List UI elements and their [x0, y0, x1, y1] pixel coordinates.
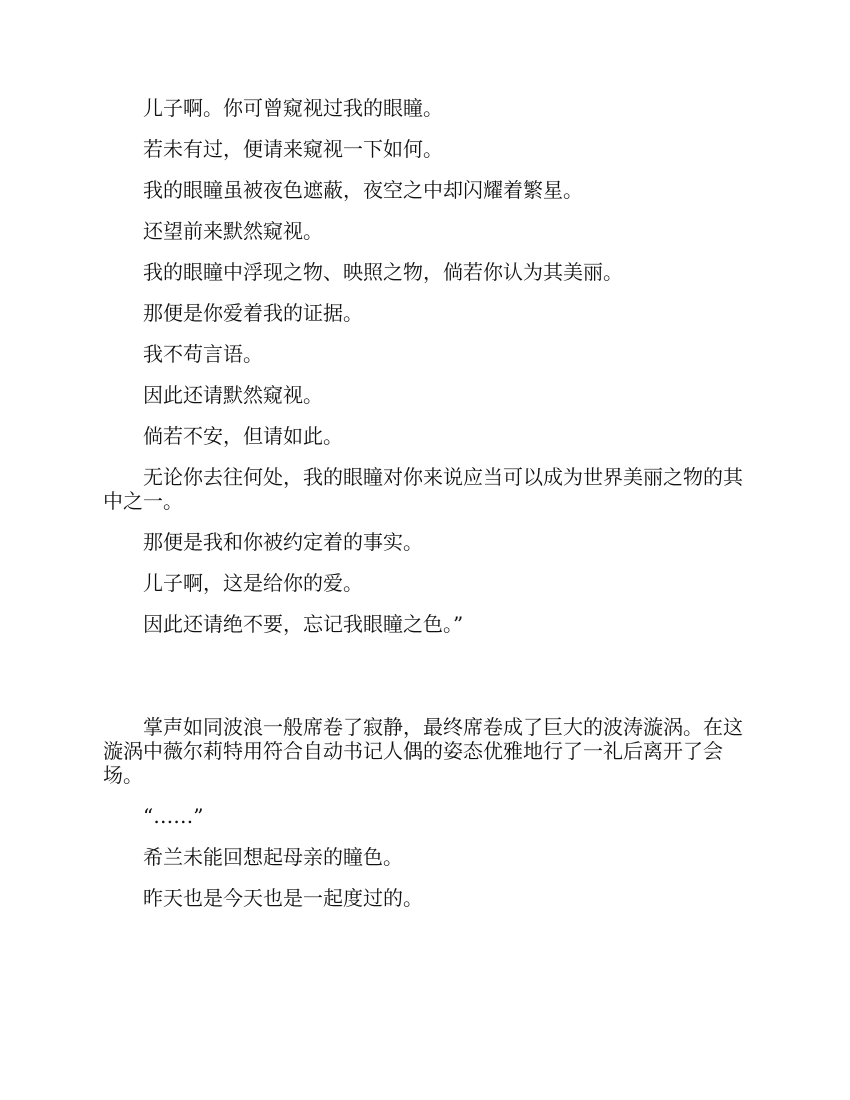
paragraph: 倘若不安，但请如此。 — [143, 424, 343, 448]
paragraph: 无论你去往何处，我的眼瞳对你来说应当可以成为世界美丽之物的其中之一。 — [103, 465, 743, 513]
paragraph: 若未有过，便请来窥视一下如何。 — [143, 137, 443, 161]
paragraph: 希兰未能回想起母亲的瞳色。 — [143, 845, 403, 869]
paragraph: 昨天也是今天也是一起度过的。 — [143, 886, 423, 910]
paragraph: 还望前来默然窥视。 — [143, 219, 323, 243]
paragraph: 那便是我和你被约定着的事实。 — [143, 530, 423, 554]
paragraph: 我不苟言语。 — [143, 342, 263, 366]
paragraph: 儿子啊。你可曾窥视过我的眼瞳。 — [143, 96, 443, 120]
document-page — [103, 96, 753, 927]
paragraph: 我的眼瞳虽被夜色遮蔽，夜空之中却闪耀着繁星。 — [143, 178, 583, 202]
paragraph: 儿子啊，这是给你的爱。 — [143, 571, 363, 595]
paragraph: 因此还请默然窥视。 — [143, 383, 323, 407]
section-gap — [103, 653, 753, 715]
paragraph: 我的眼瞳中浮现之物、映照之物，倘若你认为其美丽。 — [143, 260, 623, 284]
paragraph: “……” — [143, 804, 204, 828]
paragraph: 因此还请绝不要，忘记我眼瞳之色。” — [143, 612, 464, 636]
paragraph: 那便是你爱着我的证据。 — [143, 301, 363, 325]
paragraph: 掌声如同波浪一般席卷了寂静，最终席卷成了巨大的波涛漩涡。在这漩涡中薇尔莉特用符合自动书记人偶的姿态优雅地行了一礼后离开了会场。 — [103, 715, 743, 787]
